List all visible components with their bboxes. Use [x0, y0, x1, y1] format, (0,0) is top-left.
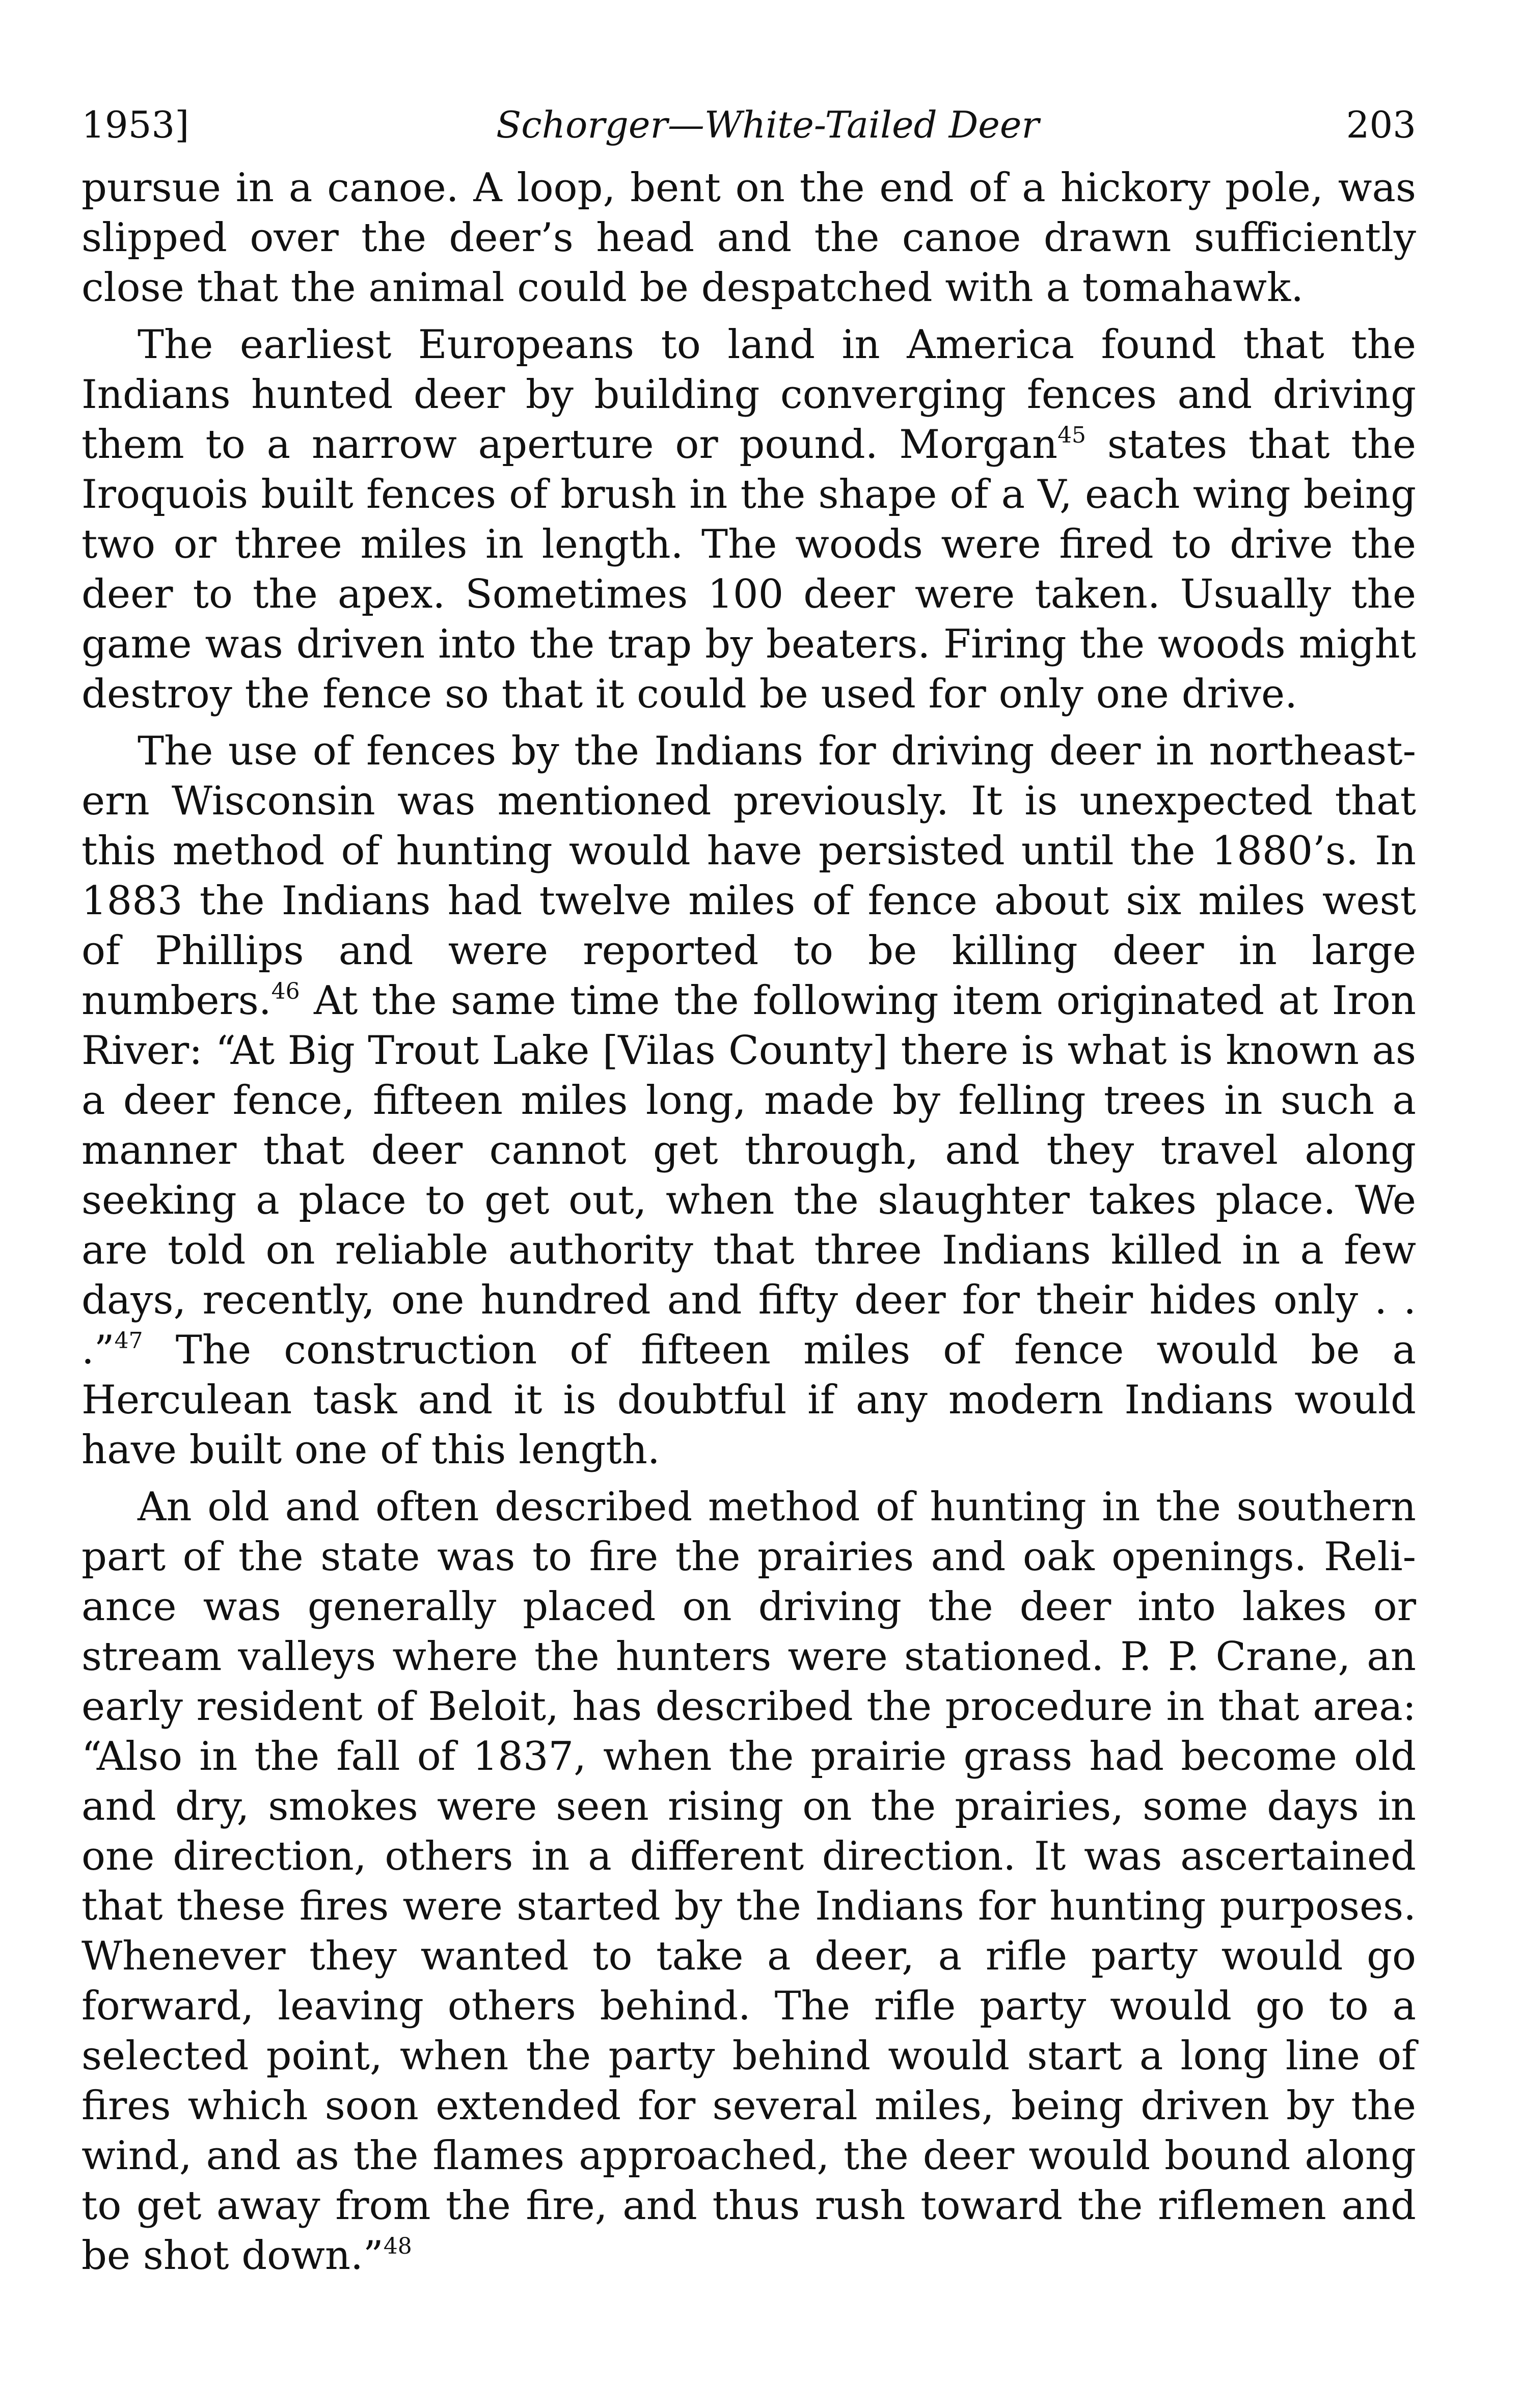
footnote-ref: 48: [383, 2233, 412, 2259]
footnote-ref: 47: [114, 1328, 143, 1354]
paragraph: [82, 726, 1416, 1475]
page: [82, 102, 1416, 2281]
paragraph: [82, 1482, 1416, 2281]
footnote-ref: 45: [1057, 422, 1087, 448]
page-number: 203: [1346, 103, 1416, 146]
paragraph-text: An old and often described method of hunting in the southern part of the state was to fire the prairies and oak openings. Reliance was generally placed on driving the deer into lakes or stream valleys where the hunters were stationed. P. P. Crane, an early resident of Beloit, has described the procedure in that area: “Also in the fall of 1837, when the prairie grass had become old and dry, smokes were seen rising on the prairies, some days in one direction, others in a different direction. It was ascertained that these fires were started by the Indians for hunting purposes. Whenever they wanted to take a deer, a rifle party would go forward, leaving others behind. The rifle party would go to a selected point, when the party behind would start a long line of fires which soon extended for several miles, being driven by the wind, and as the flames approached, the deer would bound along to get away from the fire, and thus rush toward the riflemen and be shot down.”: [82, 1484, 1416, 2279]
paragraph-text: states that the Iroquois built fences of brush in the shape of a V, each wing being two or three miles in length. The woods were fired to drive the deer to the apex. Sometimes 100 deer were taken. Usually the game was driven into the trap by beaters. Firing the woods might destroy the fence so that it could be used for only one drive.: [82, 422, 1416, 717]
paragraph-text: pursue in a canoe. A loop, bent on the end of a hickory pole, was slipped over the deer’s head and the canoe drawn sufficiently close that the animal could be despatched with a tomahawk.: [82, 165, 1416, 311]
paragraph-text: The construction of fifteen miles of fence would be a Herculean task and it is doubtful if any modern Indians would have built one of this length.: [82, 1327, 1416, 1473]
paragraph-text: The earliest Europeans to land in America found that the Indians hunted deer by building converging fences and driving them to a narrow aperture or pound. Morgan: [82, 322, 1416, 468]
paragraph: [82, 320, 1416, 719]
volume-year: 1953]: [82, 103, 189, 146]
running-title: Schorger—White-Tailed Deer: [496, 103, 1039, 146]
paragraph: [82, 163, 1416, 313]
body-text: [82, 163, 1416, 2281]
footnote-ref: 46: [271, 978, 300, 1004]
running-head: [82, 102, 1416, 163]
paragraph-text: At the same time the following item originated at Iron River: “At Big Trout Lake [Vilas County] there is what is known as a deer fence, fifteen miles long, made by felling trees in such a manner that deer cannot get through, and they travel along seeking a place to get out, when the slaughter takes place. We are told on reliable authority that three Indians killed in a few days, recently, one hundred and fifty deer for their hides only . . .”: [82, 978, 1416, 1373]
paragraph-text: The use of fences by the Indians for driving deer in northeastern Wisconsin was mentioned previously. It is unexpected that this method of hunting would have persisted until the 1880’s. In 1883 the Indians had twelve miles of fence about six miles west of Phillips and were reported to be killing deer in large numbers.: [82, 728, 1416, 1024]
